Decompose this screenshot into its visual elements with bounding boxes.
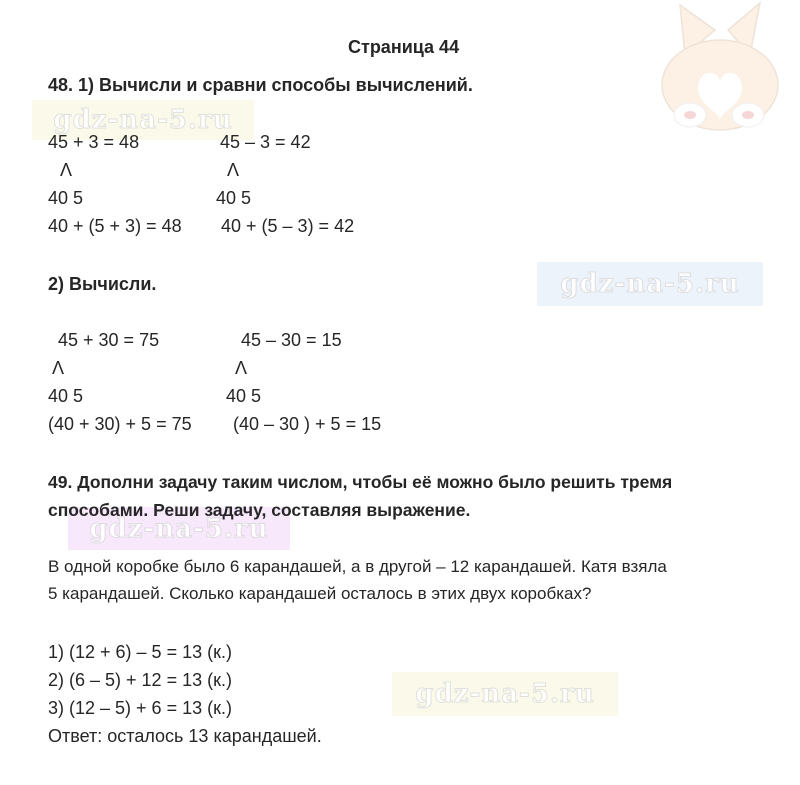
decomposition-mark: Λ	[235, 358, 248, 378]
expression: 45 + 30 = 75	[58, 330, 160, 350]
task-48-heading: 48. 1) Вычисли и сравни способы вычислений.	[48, 75, 473, 95]
solution-3: 3) (12 – 5) + 6 = 13 (к.)	[48, 698, 232, 718]
solution-2: 2) (6 – 5) + 12 = 13 (к.)	[48, 670, 232, 690]
watermark: gdz-na-5.ru	[537, 262, 763, 306]
watermark: gdz-na-5.ru	[68, 507, 290, 550]
expression: 40 + (5 + 3) = 48	[48, 216, 182, 236]
expression: 40 5	[48, 188, 84, 208]
expression: 45 – 3 = 42	[220, 132, 311, 152]
answer: Ответ: осталось 13 карандашей.	[48, 726, 322, 746]
solution-1: 1) (12 + 6) – 5 = 13 (к.)	[48, 642, 232, 662]
decomposition-mark: Λ	[227, 160, 240, 180]
expression: 40 5	[216, 188, 252, 208]
expression: 45 + 3 = 48	[48, 132, 140, 152]
watermark: gdz-na-5.ru	[392, 672, 618, 716]
corgi-mascot-icon	[640, 0, 800, 135]
expression: 45 – 30 = 15	[241, 330, 342, 350]
task-48-part2-heading: 2) Вычисли.	[48, 274, 157, 294]
expression: (40 + 30) + 5 = 75	[48, 414, 192, 434]
expression: (40 – 30 ) + 5 = 15	[233, 414, 382, 434]
task-49-heading-line2: способами. Реши задачу, составляя выражение.	[48, 500, 471, 520]
watermark: gdz-na-5.ru	[32, 100, 254, 140]
expression: 40 5	[48, 386, 84, 406]
problem-text-line2: 5 карандашей. Сколько карандашей осталось в этих двух коробках?	[48, 584, 592, 603]
page-title: Страница 44	[348, 37, 460, 57]
expression: 40 + (5 – 3) = 42	[221, 216, 355, 236]
decomposition-mark: Λ	[52, 358, 65, 378]
problem-text-line1: В одной коробке было 6 карандашей, а в другой – 12 карандашей. Катя взяла	[48, 557, 667, 576]
expression: 40 5	[226, 386, 262, 406]
task-49-heading-line1: 49. Дополни задачу таким числом, чтобы её можно было решить тремя	[48, 472, 673, 492]
decomposition-mark: Λ	[60, 160, 73, 180]
